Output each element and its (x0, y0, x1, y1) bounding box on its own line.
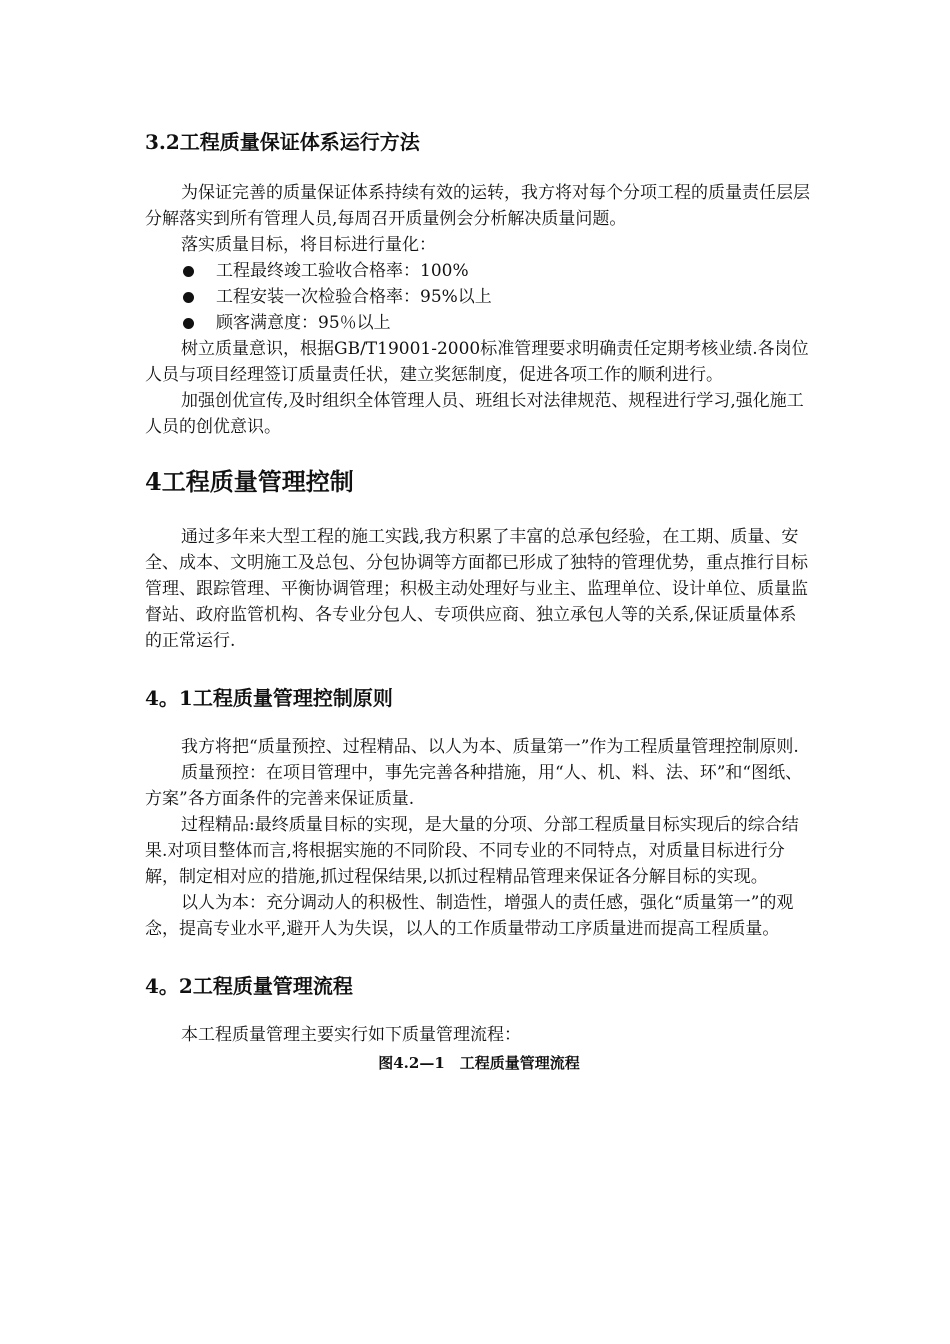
list-item: 工程最终竣工验收合格率：100% (145, 258, 813, 284)
section-3-2-paragraph-2: 落实质量目标，将目标进行量化： (181, 235, 436, 255)
section-3-2-paragraph-3: 树立质量意识，根据GB/T19001-2000标准管理要求明确责任定期考核业绩.各岗位人员与项目经理签订质量责任状，建立奖惩制度，促进各项工作的顺利进行。 (145, 339, 809, 385)
quality-target-list (145, 258, 813, 336)
chapter-4-paragraph-1: 通过多年来大型工程的施工实践,我方积累了丰富的总承包经验，在工期、质量、安全、成本、文明施工及总包、分包协调等方面都已形成了独特的管理优势，重点推行目标管理、跟踪管理、平衡协调管理；积极主动处理好与业主、监理单位、设计单位、质量监督站、政府监管机构、各专业分包人、专项供应商、独立承包人等的关系,保证质量体系的正常运行. (145, 527, 808, 651)
section-4-2-paragraph-1: 本工程质量管理主要实行如下质量管理流程： (181, 1025, 521, 1045)
section-4-1-heading: 4。1工程质量管理控制原则 (145, 686, 393, 710)
section-3-2-heading: 3.2工程质量保证体系运行方法 (145, 130, 420, 154)
document-page (145, 120, 813, 1074)
section-3-2-paragraph-4: 加强创优宣传,及时组织全体管理人员、班组长对法律规范、规程进行学习,强化施工人员的创优意识。 (145, 391, 804, 437)
section-4-2-heading: 4。2工程质量管理流程 (145, 974, 353, 998)
list-item: 顾客满意度：95％以上 (145, 310, 813, 336)
list-item: 工程安装一次检验合格率：95%以上 (145, 284, 813, 310)
section-4-1-paragraph-3: 过程精品:最终质量目标的实现，是大量的分项、分部工程质量目标实现后的综合结果.对项目整体而言,将根据实施的不同阶段、不同专业的不同特点，对质量目标进行分解，制定相对应的措施,抓过程保结果,以抓过程精品管理来保证各分解目标的实现。 (145, 815, 799, 887)
chapter-4-heading: 4工程质量管理控制 (145, 467, 354, 496)
figure-caption: 图4.2—1 工程质量管理流程 (378, 1054, 580, 1072)
section-4-1-paragraph-2: 质量预控：在项目管理中，事先完善各种措施，用“人、机、料、法、环”和“图纸、方案”各方面条件的完善来保证质量. (145, 763, 803, 809)
bullet-icon (183, 266, 194, 277)
bullet-icon (183, 318, 194, 329)
section-3-2-paragraph-1: 为保证完善的质量保证体系持续有效的运转，我方将对每个分项工程的质量责任层层分解落实到所有管理人员,每周召开质量例会分析解决质量问题。 (145, 183, 810, 229)
section-4-1-paragraph-1: 我方将把“质量预控、过程精品、以人为本、质量第一”作为工程质量管理控制原则. (181, 737, 799, 757)
bullet-icon (183, 292, 194, 303)
section-4-1-paragraph-4: 以人为本：充分调动人的积极性、制造性，增强人的责任感，强化“质量第一”的观念，提高专业水平,避开人为失误，以人的工作质量带动工序质量进而提高工程质量。 (145, 893, 794, 939)
